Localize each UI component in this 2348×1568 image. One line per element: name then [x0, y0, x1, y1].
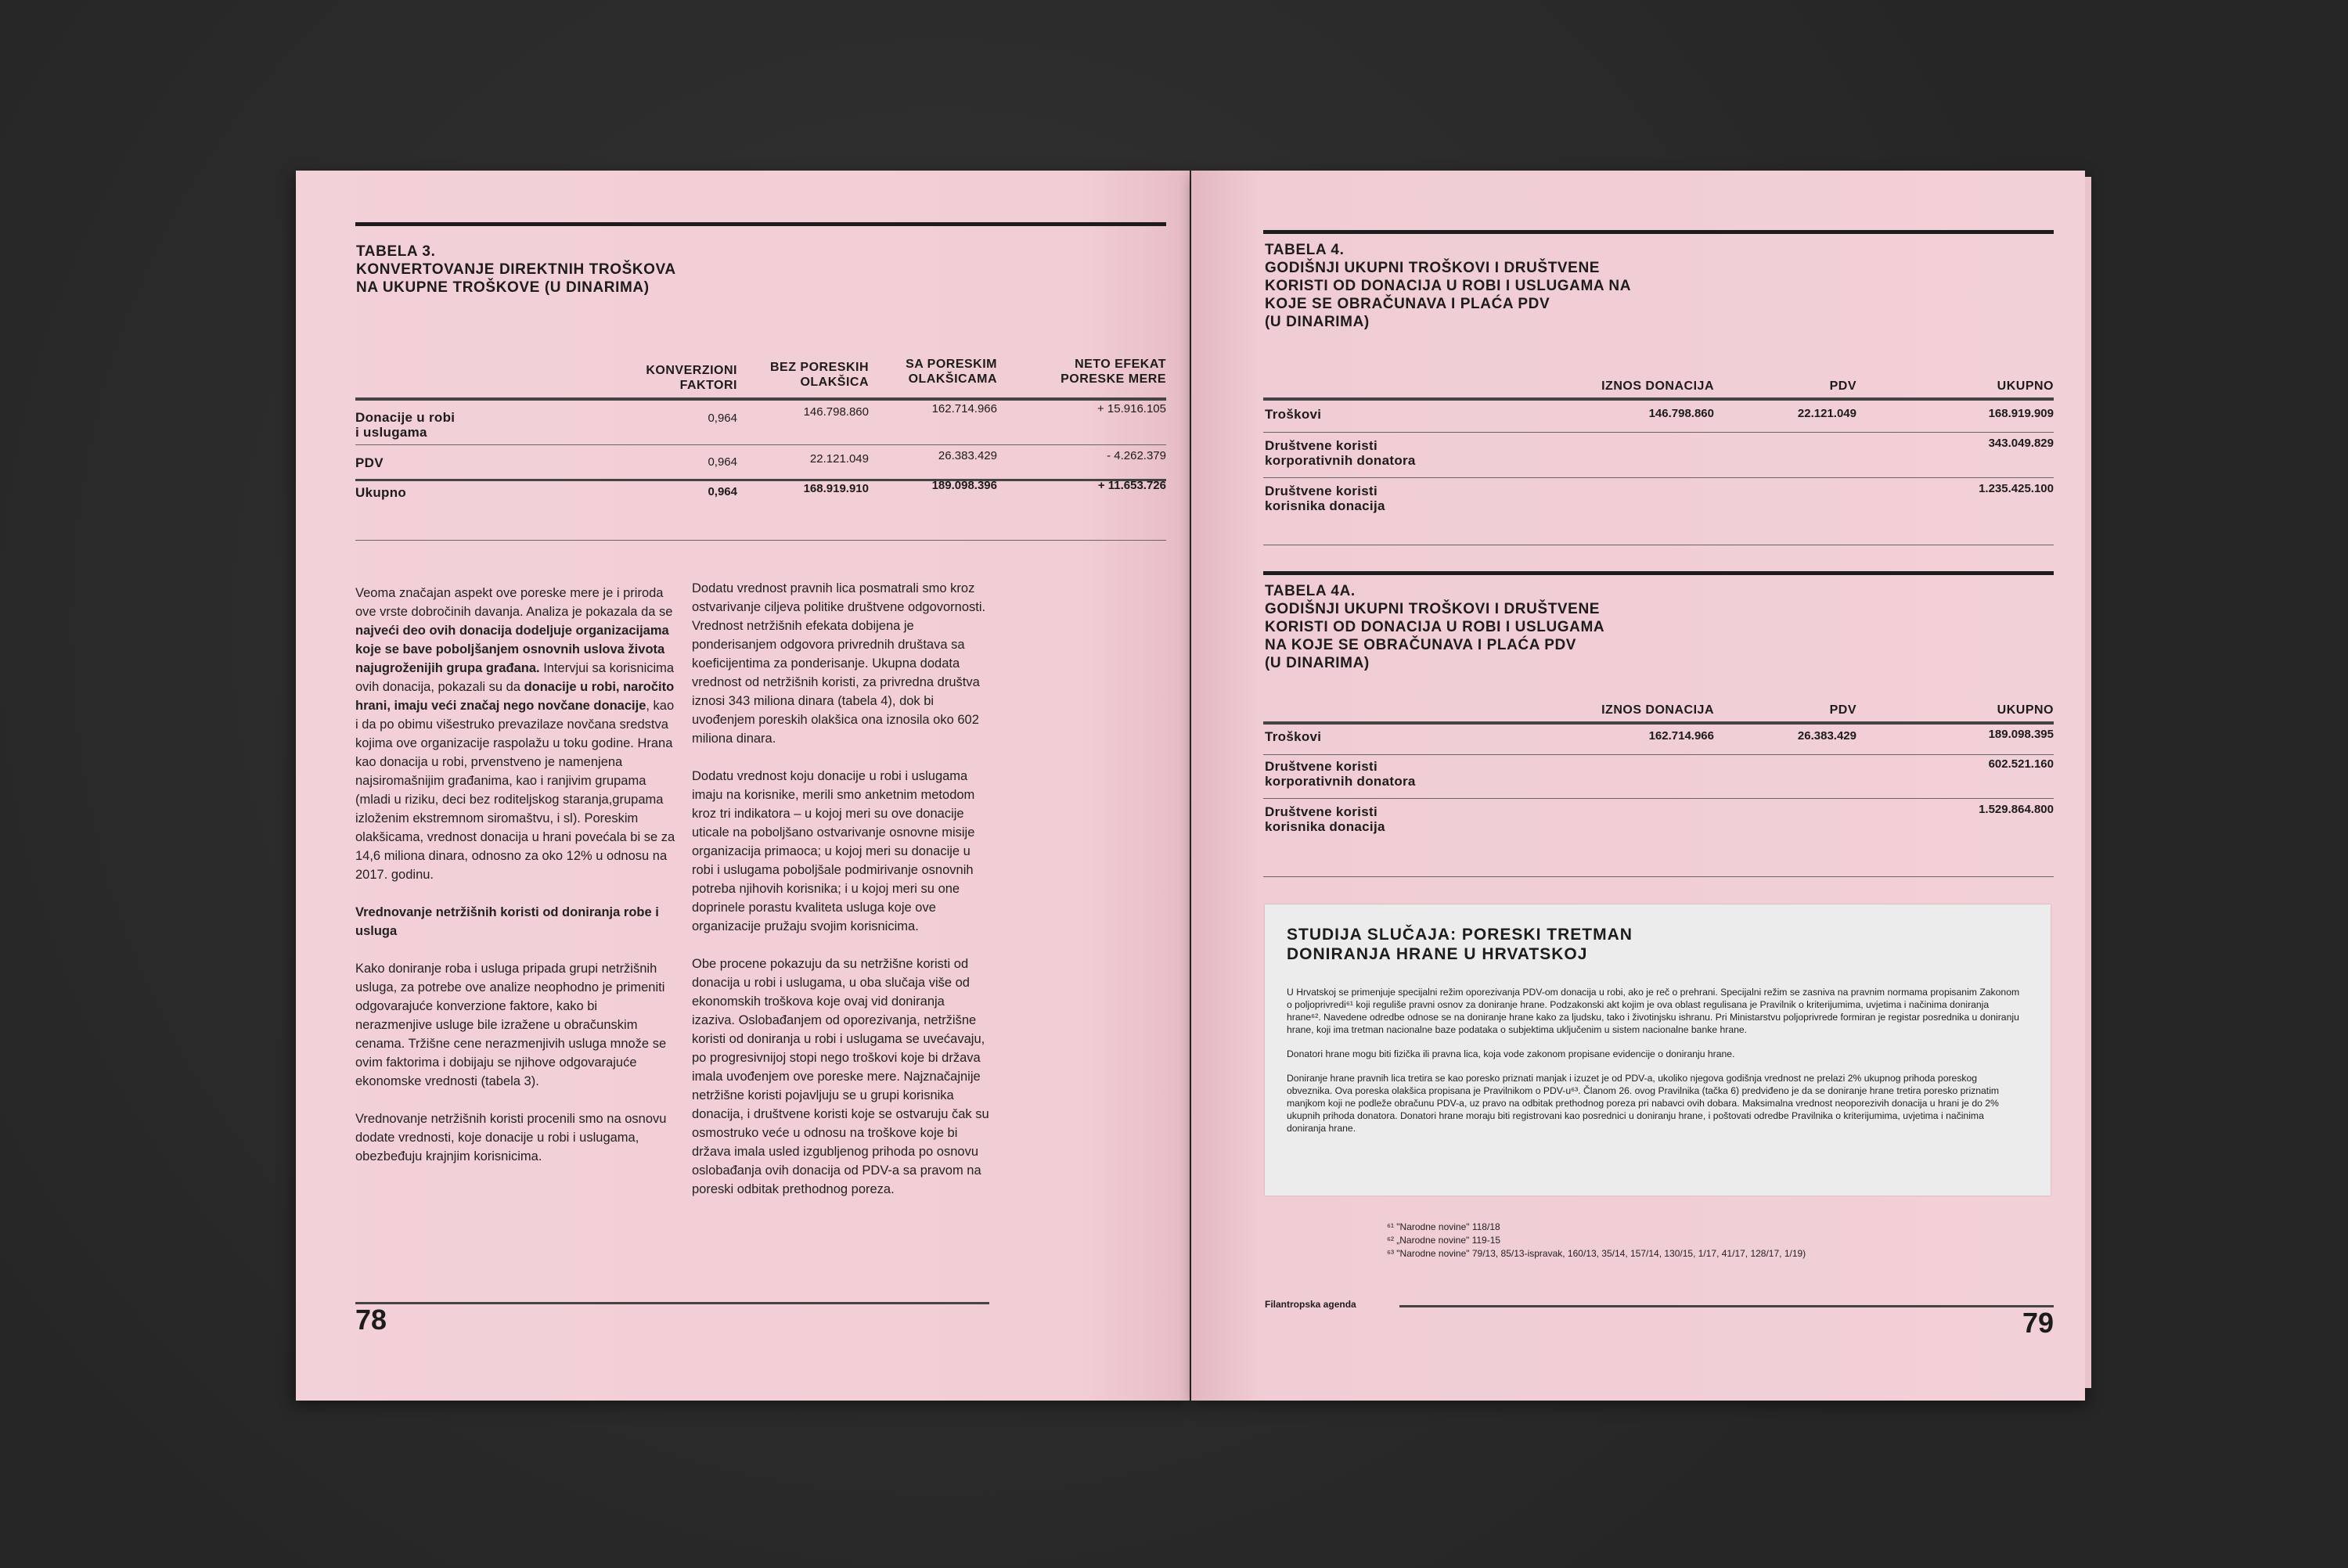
footnote: ⁶² „Narodne novine" 119-15	[1387, 1235, 1501, 1246]
case-study-title: STUDIJA SLUČAJA: PORESKI TRETMAN DONIRANJA HRANE U HRVATSKOJ	[1287, 926, 1633, 963]
table4-row-label: Društvene koristi korporativnih donatora	[1265, 438, 1416, 468]
table4a-row-divider	[1263, 798, 2054, 799]
table4a-header-ukupno: UKUPNO	[1997, 703, 2054, 717]
left-page	[296, 171, 1190, 1401]
table4-cell: 168.919.909	[1988, 407, 2054, 420]
table4-row-label: Troškovi	[1265, 407, 1322, 422]
case-study-box	[1265, 904, 2051, 1196]
paragraph: Donatori hrane mogu biti fizička ili pravna lica, koja vode zakonom propisane evidencije o doniranju hrane.	[1287, 1048, 1735, 1059]
table3-cell: + 11.653.726	[1097, 479, 1166, 492]
table3-row-divider	[355, 444, 1166, 445]
table4-header-pdv: PDV	[1829, 379, 1856, 393]
table3-cell: 0,964	[708, 412, 737, 425]
footer-rule	[355, 1302, 989, 1304]
table4-cell: 146.798.860	[1648, 407, 1714, 420]
table4-header-ukupno: UKUPNO	[1997, 379, 2054, 393]
table4a-cell: 189.098.395	[1988, 728, 2054, 741]
table3-cell: 0,964	[708, 485, 737, 498]
top-rule	[355, 222, 1166, 226]
table4a-title: TABELA 4A. GODIŠNJI UKUPNI TROŠKOVI I DRUŠTVENE KORISTI OD DONACIJA U ROBI I USLUGAMA NA KOJE SE OBRAČUNAVA I PLAĆA PDV (U DINARIMA)	[1265, 583, 1605, 671]
table4-row-divider	[1263, 432, 2054, 433]
table3-cell: 168.919.910	[803, 482, 869, 495]
page-number: 78	[355, 1304, 387, 1336]
case-study-body	[1287, 986, 2022, 1146]
table3-cell: 162.714.966	[931, 402, 997, 415]
section-divider	[355, 540, 1166, 541]
table4a-header-rule	[1263, 721, 2054, 725]
table4a-cell: 1.529.864.800	[1979, 803, 2054, 816]
table3-row-label: Ukupno	[355, 485, 407, 500]
table4-header-rule	[1263, 397, 2054, 401]
table4a-row-label: Troškovi	[1265, 729, 1322, 744]
table4-cell: 22.121.049	[1797, 407, 1856, 420]
section-divider	[1263, 876, 2054, 877]
table3-cell: 189.098.396	[931, 479, 997, 492]
table4-title: TABELA 4. GODIŠNJI UKUPNI TROŠKOVI I DRUŠTVENE KORISTI OD DONACIJA U ROBI I USLUGAMA NA KOJE SE OBRAČUNAVA I PLAĆA PDV (U DINARIMA)	[1265, 242, 1632, 330]
table4a-header-pdv: PDV	[1829, 703, 1856, 717]
table3-header-neto: NETO EFEKAT PORESKE MERE	[1061, 358, 1166, 386]
table3-row-label: PDV	[355, 455, 384, 470]
footer-label: Filantropska agenda	[1265, 1299, 1356, 1310]
table3-row-label: Donacije u robi i uslugama	[355, 410, 456, 440]
body-column-2	[692, 579, 989, 1217]
table4a-row-label: Društvene koristi korisnika donacija	[1265, 804, 1385, 834]
table3-header-bez: BEZ PORESKIH OLAKŠICA	[769, 361, 869, 389]
footnote: ⁶³ "Narodne novine" 79/13, 85/13-ispravak, 160/13, 35/14, 157/14, 130/15, 1/17, 41/17, 128/17, 1/19)	[1387, 1248, 1806, 1259]
table4-header-iznos: IZNOS DONACIJA	[1601, 379, 1714, 393]
table4-cell: 1.235.425.100	[1979, 482, 2054, 495]
paragraph: Vrednovanje netržišnih koristi procenili smo na osnovu dodate vrednosti, koje donacije u robi i uslugama, obezbeđuju krajnjim korisnicima.	[355, 1112, 667, 1163]
table3-header-faktori: KONVERZIONI FAKTORI	[646, 364, 737, 392]
table4-row-label: Društvene koristi korisnika donacija	[1265, 484, 1385, 513]
table4a-row-divider	[1263, 754, 2054, 755]
table4a-cell: 602.521.160	[1988, 757, 2054, 771]
paragraph: Doniranje hrane pravnih lica tretira se kao poresko priznati manjak i izuzet je od PDV-a, ukoliko njegova godišnja vrednost ne prelazi 2% ukupnog prihoda poreskog obveznika. Ova poreska olakšica propisana je Pravilnikom o PDV-u⁶³. Članom 26. ovog Pravilnika (tačka 6) predviđeno je da se doniranje hrane tretira poresko priznatim manjkom koji ne podleže obračunu PDV-a, uz pravo na odbitak prethodnog poreza pri nabavci ovih dobara. Maksimalna vrednost neoporezivih donacija u hrani je do 2% ukupnih prihoda donatora. Donatori hrane moraju biti registrovani kao posrednici u doniranju hrane, i poštovati odredbe Pravilnika o kriterijumima, uvjetima i načinima doniranja hrane.	[1287, 1073, 2000, 1134]
table3-header-rule	[355, 397, 1166, 401]
footer-rule	[1399, 1305, 2054, 1307]
paragraph: Kako doniranje roba i usluga pripada grupi netržišnih usluga, za potrebe ove analize neophodno je primeniti odgovarajuće konverzione faktore, kako bi nerazmenjive usluge bile izražene u obračunskim cenama. Tržišne cene nerazmenjivih usluga množe se ovim faktorima i dobijaju se njihove odgovarajuće ekonomske vrednosti (tabela 3).	[355, 962, 667, 1088]
table4-row-divider	[1263, 477, 2054, 478]
right-page	[1191, 171, 2085, 1401]
table3-cell: 26.383.429	[938, 449, 997, 462]
table4-cell: 343.049.829	[1988, 437, 2054, 450]
footnote: ⁶¹ "Narodne novine" 118/18	[1387, 1221, 1500, 1232]
paragraph: Dodatu vrednost pravnih lica posmatrali smo kroz ostvarivanje ciljeva politike društvene odgovornosti. Vrednost netržišnih efekata dobijena je ponderisanjem odgovora privrednih društava sa koeficijentima za ponderisanje. Ukupna dodata vrednost od netržišnih koristi, za privredna društva iznosi 343 miliona dinara (tabela 4), dok bi uvođenjem poreskih olakšica ona iznosila oko 602 miliona dinara.	[692, 581, 986, 746]
page-edge	[2085, 177, 2091, 1388]
table3-header-sa: SA PORESKIM OLAKŠICAMA	[906, 358, 997, 386]
paragraph: U Hrvatskoj se primenjuje specijalni režim oporezivanja PDV-om donacija u robi, ako je reč o prehrani. Specijalni režim se zasniva na pravnim normama propisanim Zakonom o poljoprivredi⁶¹ koji reguliše pravni osnov za doniranje hrane. Podzakonski akt kojim je ova oblast regulisana je Pravilnik o kriterijumima, uvjetima i načinima doniranja hrane⁶². Navedene odredbe odnose se na doniranje hrane kako za ljudsku, tako i životinjsku ishranu. Pri Ministarstvu poljoprivrede formiran je registar posrednika u doniranju hrane, koji ima tretman nacionalne baze podataka o subjektima uključenim u sistem nacionalne banke hrane.	[1287, 987, 2020, 1035]
table3-cell: 146.798.860	[803, 405, 869, 419]
table4a-top-rule	[1263, 571, 2054, 575]
page-number: 79	[2022, 1307, 2054, 1339]
footnotes	[1387, 1221, 1806, 1261]
table4a-row-label: Društvene koristi korporativnih donatora	[1265, 759, 1416, 789]
paragraph: Dodatu vrednost koju donacije u robi i uslugama imaju na korisnike, merili smo anketnim metodom kroz tri indikatora – u kojoj meri su ove donacije uticale na poboljšano ostvarivanje osnovne misije organizacija primaoca; u kojoj meri su donacije u robi i uslugama poboljšale podmirivanje osnovnih potreba njihovih korisnika; i u kojoj meri su one doprinele porastu kvaliteta usluga koje ove organizacije pružaju svojim korisnicima.	[692, 769, 975, 933]
table3-cell: 0,964	[708, 455, 737, 469]
paragraph: Obe procene pokazuju da su netržišne koristi od donacija u robi i uslugama, u oba slučaja više od ekonomskih troškova koje ovaj vid doniranja izaziva. Oslobađanjem od oporezivanja, netržišne koristi od doniranja u robi i uslugama se uvećavaju, po progresivnijoj stopi nego troškovi koje bi država imala uvođenjem ove poreske mere. Najznačajnije netržišne koristi pojavljuju se u grupi korisnika donacija, i društvene koristi koje se ostvaruju čak su osmostruko veće u odnosu na troškove koje bi država imala usled izgubljenog prihoda po osnovu oslobađanja ovih donacija od PDV-a sa pravom na poreski odbitak prethodnog poreza.	[692, 957, 989, 1196]
table3-cell: 22.121.049	[809, 452, 869, 466]
table4a-cell: 26.383.429	[1797, 729, 1856, 743]
subheading: Vrednovanje netržišnih koristi od doniranja robe i usluga	[355, 905, 659, 938]
table4a-header-iznos: IZNOS DONACIJA	[1601, 703, 1714, 717]
top-rule	[1263, 230, 2054, 234]
table3-title: TABELA 3. KONVERTOVANJE DIREKTNIH TROŠKOVA NA UKUPNE TROŠKOVE (U DINARIMA)	[356, 243, 676, 296]
magazine-spread	[296, 171, 2085, 1401]
table3-cell: - 4.262.379	[1107, 449, 1166, 462]
paragraph: Veoma značajan aspekt ove poreske mere je i priroda ove vrste dobročinih davanja. Analiza je pokazala da se najveći deo ovih donacija dodeljuje organizacijama koje se bave poboljšanjem osnovnih uslova života najugroženijih grupa građana. Intervjui sa korisnicima ovih donacija, pokazali su da donacije u robi, naročito hrani, imaju veći značaj nego novčane donacije, kao i da po obimu višestruko prevazilaze novčana sredstva kojima ove organizacije raspolažu u toku godine. Hrana kao donacija u robi, prvenstveno je namenjena najsiromašnijim građanima, kao i ranjivim grupama (mladi u riziku, deci bez roditeljskog staranja,grupama izloženim ekstremnom siromaštvu, i sl). Poreskim olakšicama, vrednost donacija u hrani povećala bi se za 14,6 miliona dinara, odnosno za oko 12% u odnosu na 2017. godinu.	[355, 586, 675, 882]
body-column-1	[355, 584, 676, 1185]
table3-cell: + 15.916.105	[1097, 402, 1166, 415]
table4a-cell: 162.714.966	[1648, 729, 1714, 743]
